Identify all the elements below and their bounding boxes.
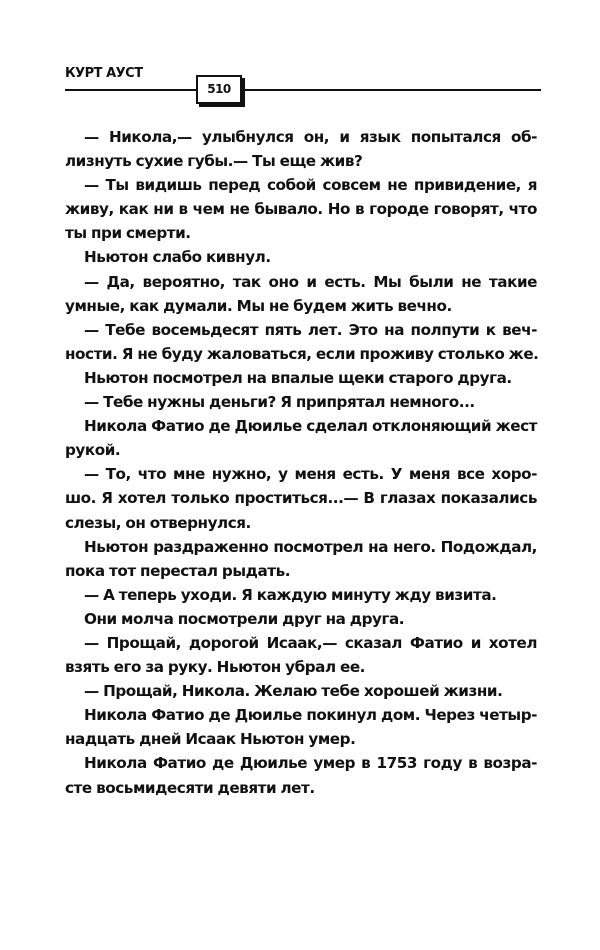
paragraph — [65, 607, 537, 631]
paragraph — [65, 703, 537, 751]
paragraph — [65, 245, 537, 269]
body-text — [65, 125, 537, 800]
text-line: Ньютон раздраженно посмотрел на него. Подождал, — [84, 537, 537, 556]
paragraph — [65, 631, 537, 679]
text-line: пока тот перестал рыдать. — [65, 561, 291, 580]
paragraph — [65, 462, 537, 534]
text-line: — Прощай, дорогой Исаак,— сказал Фатио и хотел — [84, 633, 537, 652]
paragraph — [65, 679, 537, 703]
text-line: рукой. — [65, 441, 121, 460]
paragraph — [65, 535, 537, 583]
paragraph — [65, 751, 537, 799]
paragraph — [65, 173, 537, 245]
header-rule — [65, 89, 541, 91]
text-line: Никола Фатио де Дюилье покинул дом. Через четыр- — [84, 706, 537, 725]
text-line: ности. Я не буду жаловаться, если проживу столько же. — [65, 344, 539, 363]
text-line: — То, что мне нужно, у меня есть. У меня все хоро- — [84, 465, 537, 484]
text-line: умные, как думали. Мы не будем жить вечно. — [65, 296, 452, 315]
text-line: взять его за руку. Ньютон убрал ее. — [65, 658, 365, 677]
text-line: — Тебе восемьдесят пять лет. Это на полпути к веч- — [84, 320, 537, 339]
paragraph — [65, 366, 537, 390]
text-line: слезы, он отвернулся. — [65, 513, 251, 532]
text-line: Ньютон слабо кивнул. — [84, 248, 271, 267]
text-line: ты при смерти. — [65, 224, 191, 243]
text-line: — Прощай, Никола. Желаю тебе хорошей жизни. — [84, 682, 503, 701]
text-line: сте восьмидесяти девяти лет. — [65, 778, 315, 797]
paragraph — [65, 390, 537, 414]
paragraph — [65, 125, 537, 173]
text-line: Ньютон посмотрел на впалые щеки старого друга. — [84, 368, 512, 387]
text-line: — Ты видишь перед собой совсем не привидение, я — [84, 176, 537, 195]
paragraph — [65, 318, 537, 366]
paragraph — [65, 270, 537, 318]
text-line: — Да, вероятно, так оно и есть. Мы были не такие — [84, 272, 537, 291]
text-line: Никола Фатио де Дюилье умер в 1753 году в возра- — [84, 754, 537, 773]
text-line: Они молча посмотрели друг на друга. — [84, 609, 405, 628]
paragraph — [65, 583, 537, 607]
text-line: — Тебе нужны деньги? Я припрятал немного... — [84, 393, 475, 412]
running-head: КУРТ АУСТ — [65, 66, 143, 81]
page-number: 510 — [196, 75, 242, 104]
text-line: живу, как ни в чем не бывало. Но в городе говорят, что — [65, 200, 537, 219]
text-line: шо. Я хотел только проститься...— В глазах показались — [65, 489, 537, 508]
text-line: — Никола,— улыбнулся он, и язык попытался об- — [84, 128, 537, 146]
text-line: надцать дней Исаак Ньютон умер. — [65, 730, 356, 749]
paragraph — [65, 414, 537, 462]
text-line: лизнуть сухие губы.— Ты еще жив? — [65, 152, 363, 171]
text-line: Никола Фатио де Дюилье сделал отклоняющий жест — [84, 417, 537, 436]
text-line: — А теперь уходи. Я каждую минуту жду визита. — [84, 585, 497, 604]
